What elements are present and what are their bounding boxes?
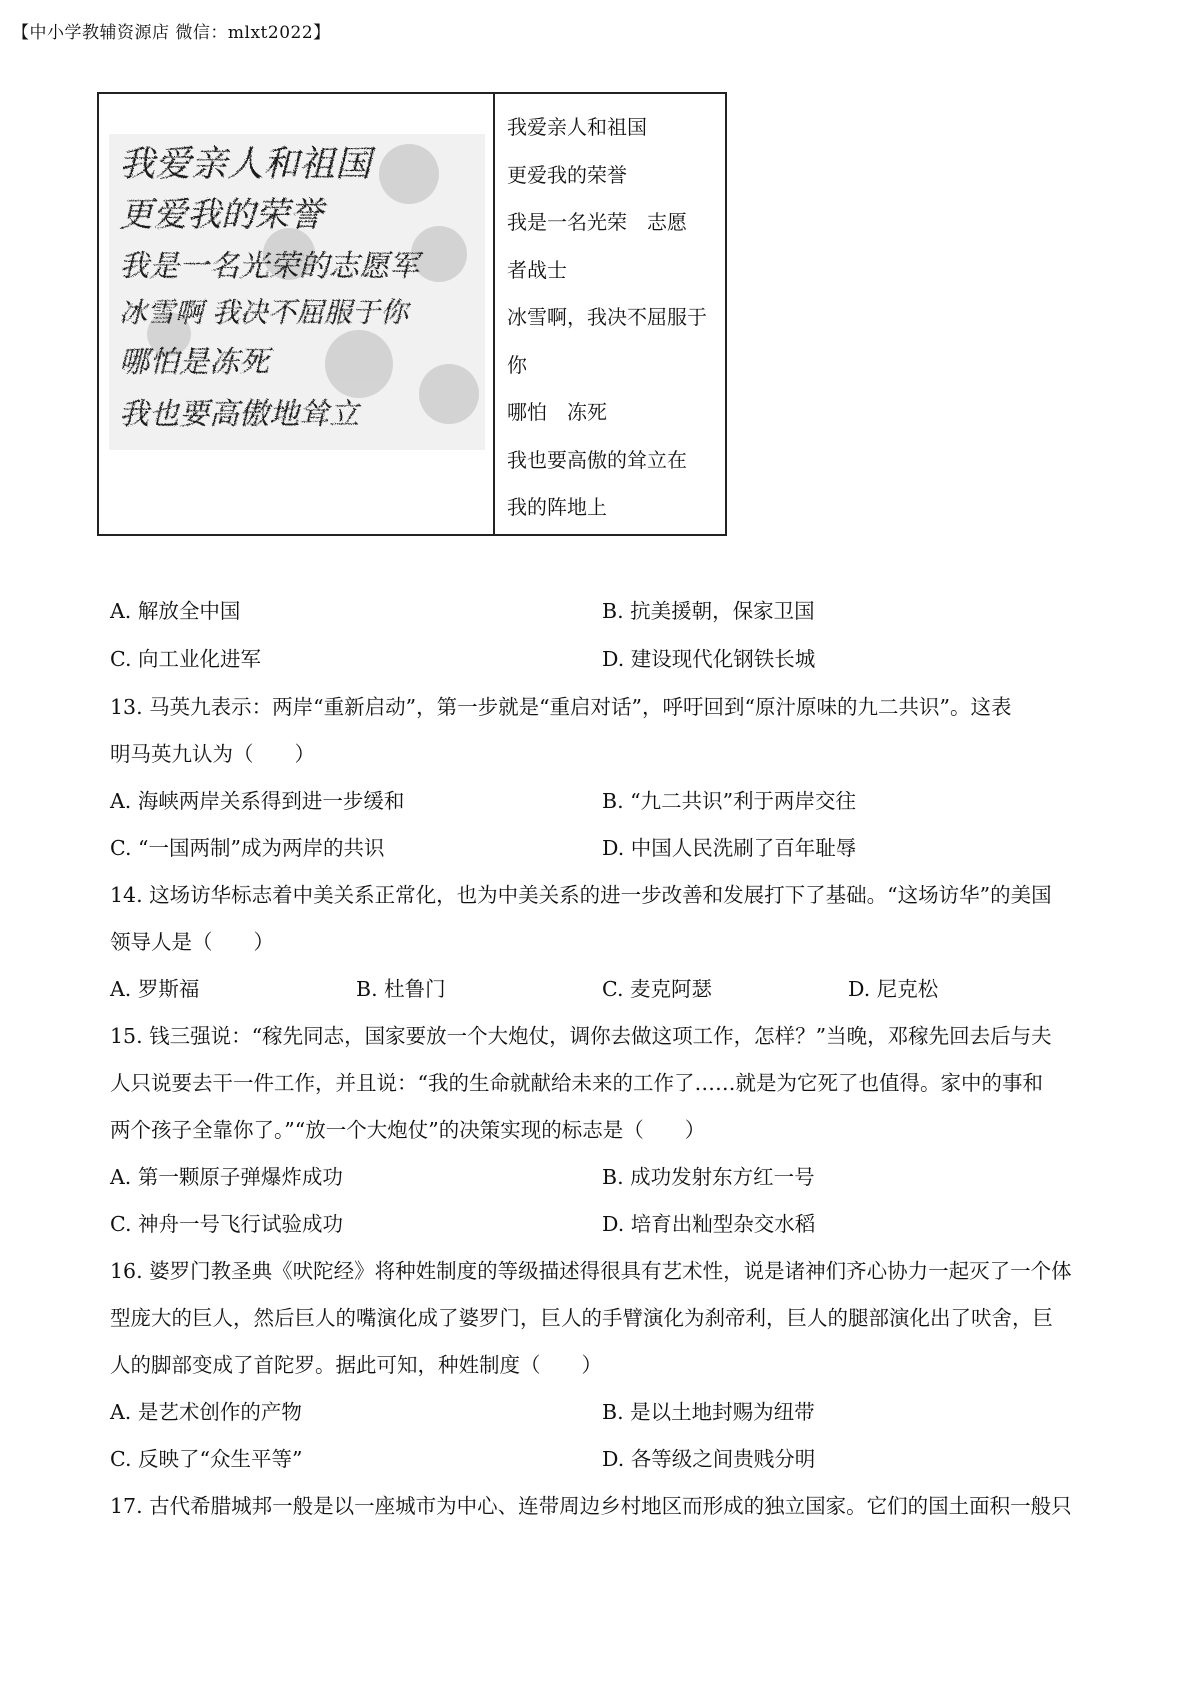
q12-option-b: B. 抗美援朝，保家卫国 (602, 599, 815, 623)
q17-stem-line1: 17. 古代希腊城邦一般是以一座城市为中心、连带周边乡村地区而形成的独立国家。它们的国土面积一般只 (110, 1494, 1072, 1518)
handwriting-scan (109, 134, 485, 450)
q13-stem-line1: 13. 马英九表示：两岸“重新启动”，第一步就是“重启对话”，呼吁回到“原汁原味的九二共识”。这表 (110, 695, 1012, 719)
q12-option-d: D. 建设现代化钢铁长城 (602, 647, 816, 671)
q15-stem-line1: 15. 钱三强说：“稼先同志，国家要放一个大炮仗，调你去做这项工作，怎样？”当晚，邓稼先回去后与夫 (110, 1024, 1052, 1048)
q14-option-d: D. 尼克松 (848, 977, 939, 1001)
q13-stem-line2: 明马英九认为（ ） (110, 742, 315, 766)
q15-option-a: A. 第一颗原子弹爆炸成功 (110, 1165, 343, 1189)
handwritten-line-2: 更爱我的荣誉 (119, 195, 323, 235)
poem-table (97, 92, 727, 536)
handwritten-line-6: 我也要高傲地耸立 (119, 397, 359, 432)
q15-stem-line2: 人只说要去干一件工作，并且说：“我的生命就献给未来的工作了……就是为它死了也值得。家中的事和 (110, 1071, 1043, 1095)
poem-line: 哪怕 冻死 (507, 400, 607, 424)
q14-option-a: A. 罗斯福 (110, 977, 200, 1001)
poem-line: 者战士 (507, 257, 567, 282)
handwritten-line-1: 我爱亲人和祖国 (119, 144, 372, 185)
q13-option-c: C. “一国两制”成为两岸的共识 (110, 836, 385, 860)
handwritten-poem-image (99, 94, 495, 534)
q12-option-a: A. 解放全中国 (110, 599, 241, 623)
q13-option-d: D. 中国人民洗刷了百年耻辱 (602, 836, 857, 860)
q14-stem-line1: 14. 这场访华标志着中美关系正常化，也为中美关系的进一步改善和发展打下了基础。“这场访华”的美国 (110, 883, 1052, 907)
q14-option-b: B. 杜鲁门 (356, 977, 446, 1001)
q14-stem-line2: 领导人是（ ） (110, 930, 274, 954)
q16-option-b: B. 是以土地封赐为纽带 (602, 1400, 815, 1424)
handwritten-line-5: 哪怕是冻死 (119, 345, 269, 380)
q16-option-c: C. 反映了“众生平等” (110, 1447, 303, 1471)
q13-option-a: A. 海峡两岸关系得到进一步缓和 (110, 789, 405, 813)
poem-line: 我也要高傲的耸立在 (507, 447, 687, 472)
q16-option-a: A. 是艺术创作的产物 (110, 1400, 302, 1424)
poem-line: 更爱我的荣誉 (507, 162, 627, 187)
handwritten-line-3: 我是一名光荣的志愿军 (119, 249, 419, 284)
handwritten-line-4: 冰雪啊 我决不屈服于你 (119, 296, 408, 329)
q15-option-b: B. 成功发射东方红一号 (602, 1165, 815, 1189)
q16-option-d: D. 各等级之间贵贱分明 (602, 1447, 816, 1471)
poem-line: 你 (507, 352, 527, 377)
q15-option-c: C. 神舟一号飞行试验成功 (110, 1212, 343, 1236)
q15-stem-line3: 两个孩子全靠你了。”“放一个大炮仗”的决策实现的标志是（ ） (110, 1118, 706, 1142)
q16-stem-line3: 人的脚部变成了首陀罗。据此可知，种姓制度（ ） (110, 1353, 602, 1377)
poem-transcription (495, 94, 725, 534)
q15-option-d: D. 培育出籼型杂交水稻 (602, 1212, 816, 1236)
q12-option-c: C. 向工业化进军 (110, 647, 261, 671)
q13-option-b: B. “九二共识”利于两岸交往 (602, 789, 857, 813)
poem-line: 我的阵地上 (507, 495, 607, 519)
poem-line: 我爱亲人和祖国 (507, 115, 647, 139)
poem-line: 冰雪啊，我决不屈服于 (507, 305, 707, 329)
poem-line: 我是一名光荣 志愿 (507, 210, 687, 234)
q14-option-c: C. 麦克阿瑟 (602, 977, 712, 1001)
page-header: 【中小学教辅资源店 微信：mlxt2022】 (12, 23, 331, 43)
q16-stem-line2: 型庞大的巨人，然后巨人的嘴演化成了婆罗门，巨人的手臂演化为刹帝利，巨人的腿部演化出了吠舍，巨 (110, 1306, 1053, 1330)
q16-stem-line1: 16. 婆罗门教圣典《吠陀经》将种姓制度的等级描述得很具有艺术性，说是诸神们齐心协力一起灭了一个体 (110, 1259, 1072, 1283)
